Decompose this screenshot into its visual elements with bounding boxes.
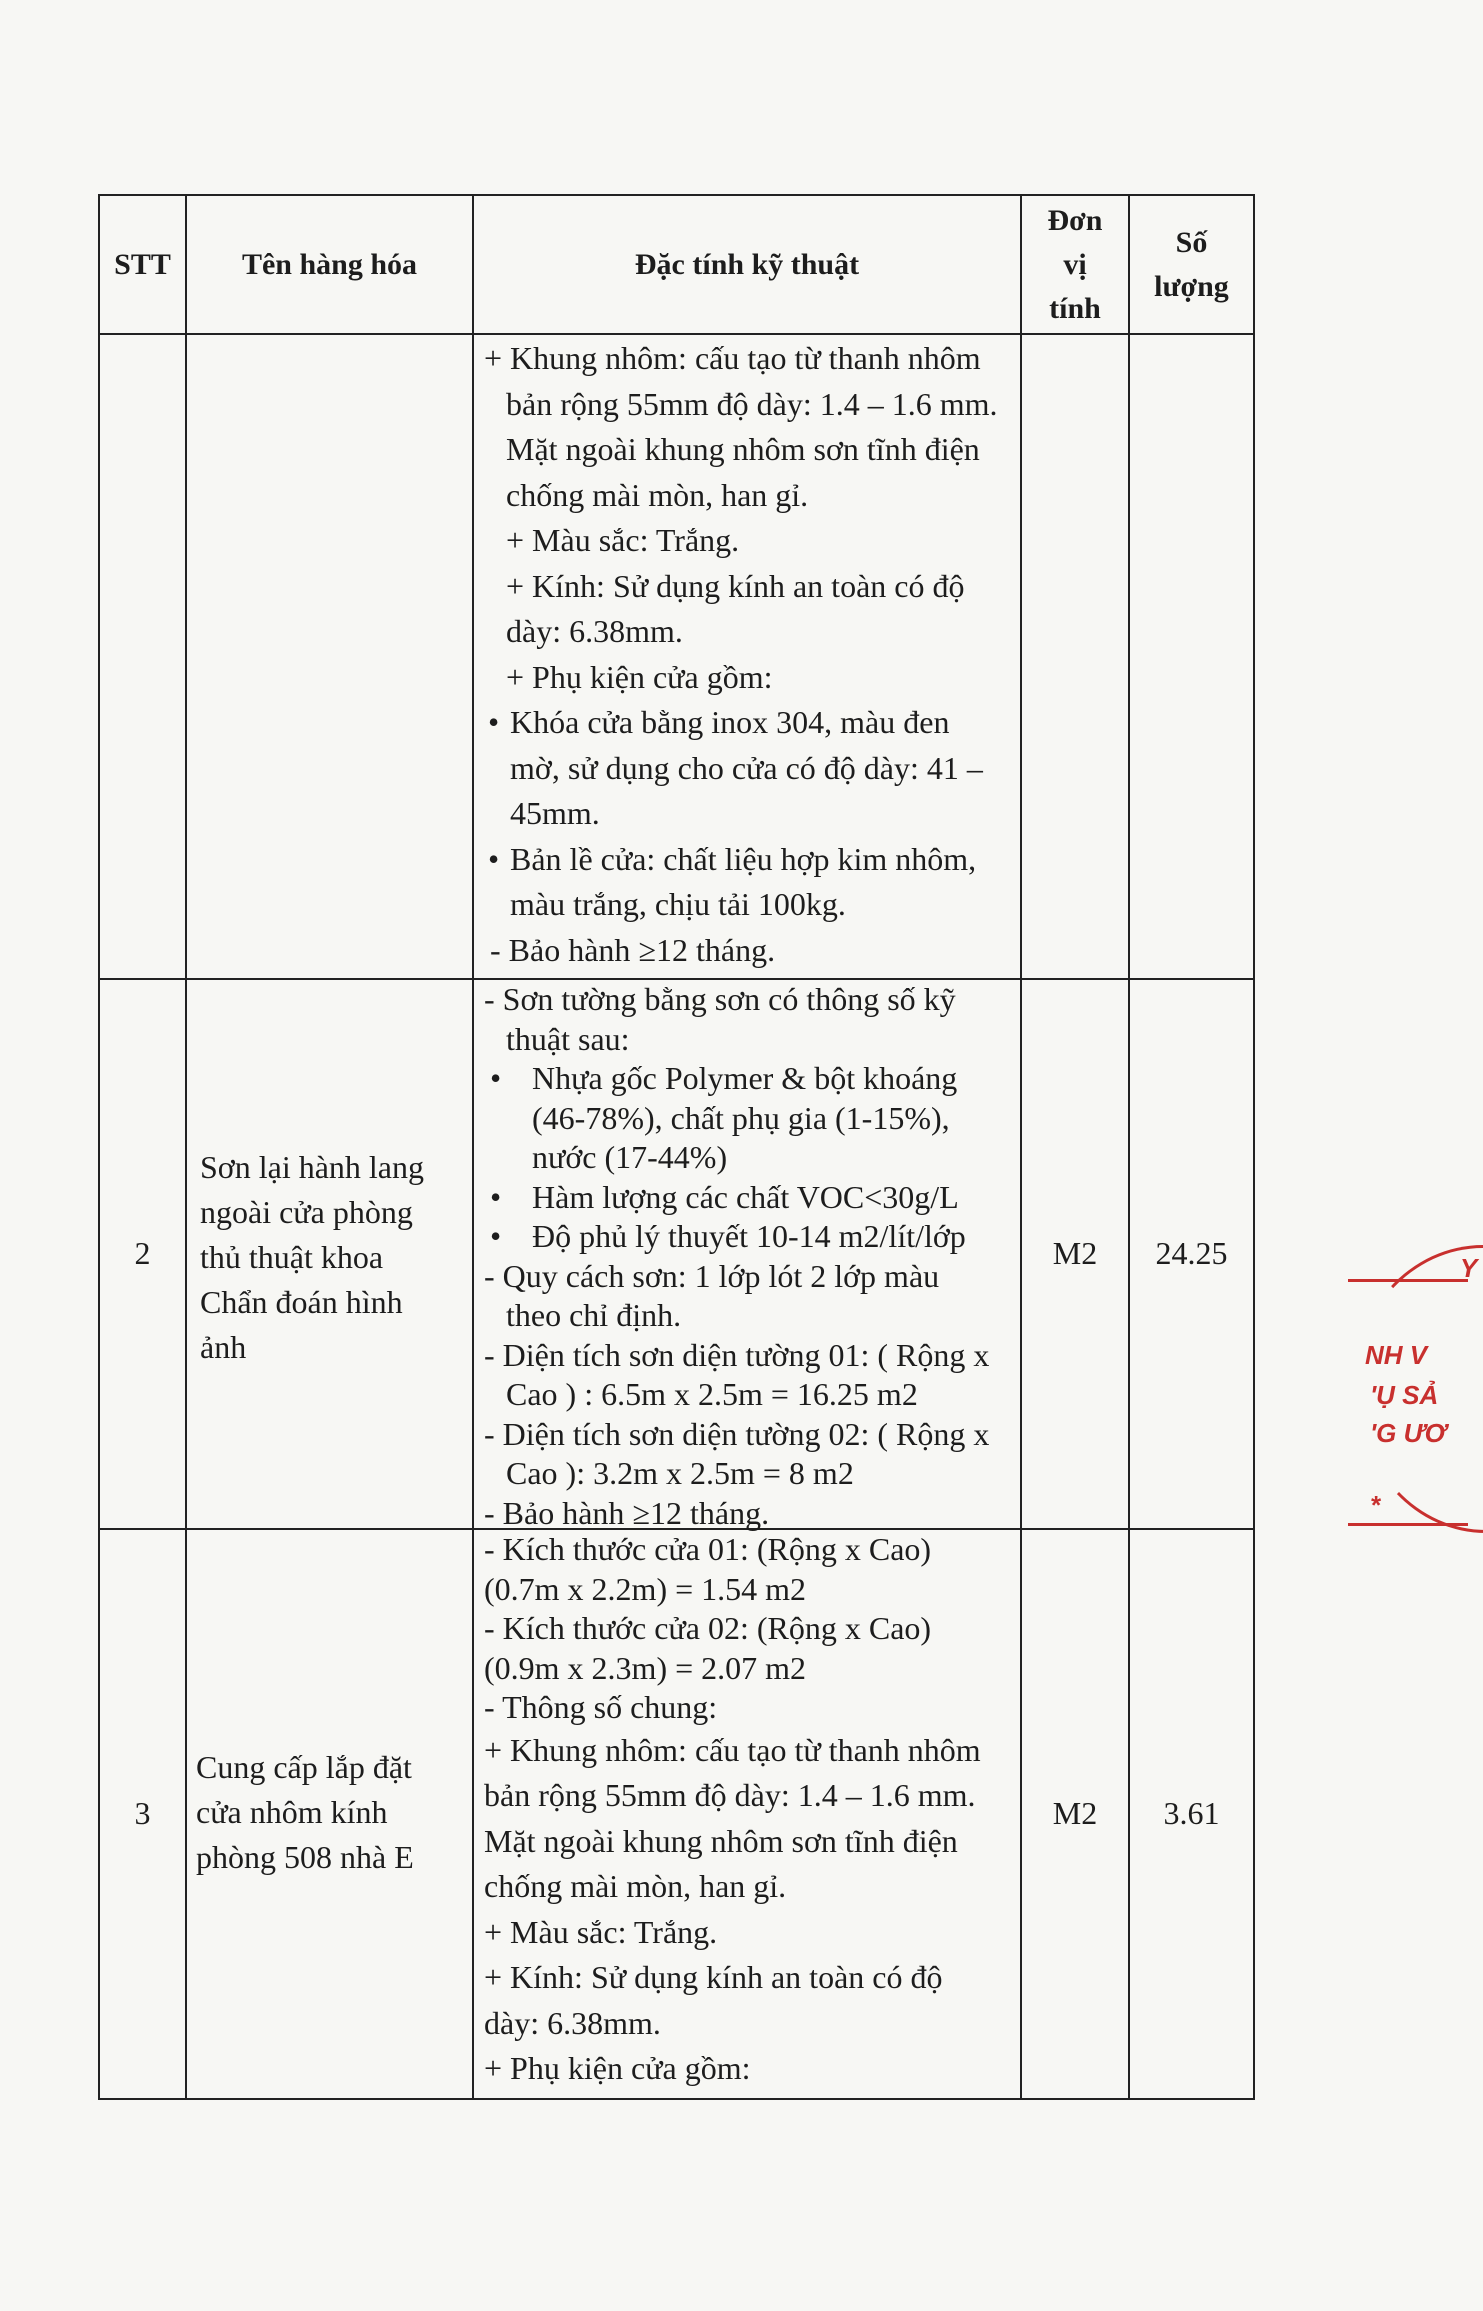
spec-line: + Phụ kiện cửa gồm: — [506, 658, 773, 695]
spec-line: bản rộng 55mm độ dày: 1.4 – 1.6 mm. — [484, 1777, 976, 1813]
spec-line: + Màu sắc: Trắng. — [506, 522, 740, 558]
header-qty-line: lượng — [1154, 269, 1229, 303]
item-name-line: Chẩn đoán hình — [200, 1284, 403, 1320]
spec-line: + Khung nhôm: cấu tạo từ thanh nhôm — [484, 1731, 981, 1768]
row3-item-name — [196, 1745, 470, 1880]
header-unit-line: Đơn — [1047, 203, 1103, 237]
spec-line: + Khung nhôm: cấu tạo từ thanh nhôm — [484, 340, 981, 376]
row3-stt — [100, 1530, 185, 2098]
header-qty — [1130, 196, 1253, 333]
spec-line: (0.9m x 2.3m) = 2.07 m2 — [484, 1649, 807, 1686]
col-divider-2 — [472, 194, 474, 2100]
header-name — [187, 196, 472, 333]
spec-bullet: • Nhựa gốc Polymer & bột khoáng — [484, 1059, 1014, 1099]
spec-line: theo chỉ định. — [506, 1297, 682, 1333]
stamp-text: Y — [1460, 1253, 1478, 1283]
spec-line: Mặt ngoài khung nhôm sơn tĩnh điện — [484, 1822, 958, 1859]
spec-line: - Kích thước cửa 01: (Rộng x Cao) — [484, 1531, 932, 1567]
row2-item-name — [200, 1145, 470, 1370]
stamp-text: 'Ụ SẢ — [1370, 1380, 1439, 1410]
spec-line: Mặt ngoài khung nhôm sơn tĩnh điện — [506, 431, 980, 467]
col-divider-1 — [185, 194, 187, 2100]
spec-bullet: • Độ phủ lý thuyết 10-14 m2/lít/lớp — [484, 1217, 1014, 1257]
header-unit — [1022, 196, 1128, 333]
item-name-line: Sơn lại hành lang — [200, 1149, 424, 1185]
spec-line: Cao ): 3.2m x 2.5m = 8 m2 — [506, 1455, 854, 1491]
spec-line: dày: 6.38mm. — [484, 2004, 661, 2041]
spec-line: - Thông số chung: — [484, 1689, 718, 1725]
header-stt — [100, 196, 185, 333]
row2-unit — [1022, 980, 1128, 1528]
row-number: 2 — [134, 1235, 151, 1272]
spec-line: nước (17-44%) — [532, 1139, 728, 1175]
spec-line: + Phụ kiện cửa gồm: — [484, 2050, 751, 2086]
row3-qty — [1130, 1530, 1253, 2098]
item-name-line: ảnh — [200, 1329, 247, 1365]
spec-line: - Diện tích sơn diện tường 02: ( Rộng x — [484, 1415, 990, 1452]
row2-stt — [100, 980, 185, 1528]
spec-line: bản rộng 55mm độ dày: 1.4 – 1.6 mm. — [506, 385, 998, 422]
spec-line: chống mài mòn, han gỉ. — [484, 1868, 787, 1904]
spec-line: - Diện tích sơn diện tường 01: ( Rộng x — [484, 1336, 990, 1373]
stamp-text: * — [1370, 1490, 1381, 1520]
spec-line: + Kính: Sử dụng kính an toàn có độ — [484, 1959, 943, 1995]
row-number: 3 — [134, 1795, 151, 1832]
row2-spec — [484, 980, 1014, 1533]
stamp-bar — [1348, 1279, 1468, 1282]
spec-line: + Màu sắc: Trắng. — [484, 1913, 718, 1950]
spec-line: Cao ) : 6.5m x 2.5m = 16.25 m2 — [506, 1376, 918, 1412]
unit-value: M2 — [1052, 1795, 1098, 1832]
spec-line: - Kích thước cửa 02: (Rộng x Cao) — [484, 1610, 932, 1646]
stamp-bar — [1348, 1523, 1468, 1526]
spec-line: - Bảo hành ≥12 tháng. — [490, 931, 776, 968]
spec-bullet: • Hàm lượng các chất VOC<30g/L — [484, 1178, 1014, 1218]
header-spec-text: Đặc tính kỹ thuật — [634, 247, 860, 281]
stamp-text: NH V — [1365, 1340, 1428, 1370]
item-name-line: thủ thuật khoa — [200, 1239, 384, 1275]
item-name-line: ngoài cửa phòng — [200, 1194, 413, 1230]
header-spec — [474, 196, 1020, 333]
spec-line: (0.7m x 2.2m) = 1.54 m2 — [484, 1570, 807, 1607]
header-unit-line: tính — [1049, 291, 1101, 325]
row1-spec — [484, 336, 1014, 973]
unit-value: M2 — [1052, 1235, 1098, 1272]
stamp-text: 'G ƯƠ — [1370, 1418, 1447, 1448]
spec-line: - Quy cách sơn: 1 lớp lót 2 lớp màu — [484, 1257, 940, 1294]
spec-line: (46-78%), chất phụ gia (1-15%), — [532, 1099, 950, 1136]
quantity-value: 24.25 — [1155, 1235, 1228, 1272]
spec-line: - Sơn tường bằng sơn có thông số kỹ — [484, 981, 956, 1017]
spec-bullet: • Khóa cửa bằng inox 304, màu đen — [488, 700, 1014, 746]
spec-line: 45mm. — [510, 795, 600, 831]
item-name-line: phòng 508 nhà E — [196, 1839, 414, 1875]
item-name-line: cửa nhôm kính — [196, 1794, 388, 1830]
header-stt-text: STT — [114, 247, 171, 281]
spec-line: + Kính: Sử dụng kính an toàn có độ — [506, 567, 965, 604]
item-name-line: Cung cấp lắp đặt — [196, 1749, 412, 1785]
spec-bullet: • Bản lề cửa: chất liệu hợp kim nhôm, — [488, 837, 1014, 883]
spec-line: thuật sau: — [506, 1020, 630, 1057]
header-divider — [98, 333, 1255, 335]
header-name-text: Tên hàng hóa — [241, 247, 418, 281]
header-qty-line: Số — [1175, 225, 1208, 259]
quantity-value: 3.61 — [1163, 1795, 1220, 1832]
spec-line: mờ, sử dụng cho cửa có độ dày: 41 – — [510, 749, 983, 786]
row3-spec — [484, 1530, 1014, 2092]
spec-line: dày: 6.38mm. — [506, 613, 683, 649]
spec-line: màu trắng, chịu tải 100kg. — [510, 886, 846, 922]
spec-line: - Bảo hành ≥12 tháng. — [484, 1494, 770, 1531]
header-unit-line: vị — [1063, 247, 1087, 281]
spec-line: chống mài mòn, han gỉ. — [506, 476, 809, 513]
row2-qty — [1130, 980, 1253, 1528]
red-seal-stamp — [1330, 1235, 1483, 1545]
row3-unit — [1022, 1530, 1128, 2098]
